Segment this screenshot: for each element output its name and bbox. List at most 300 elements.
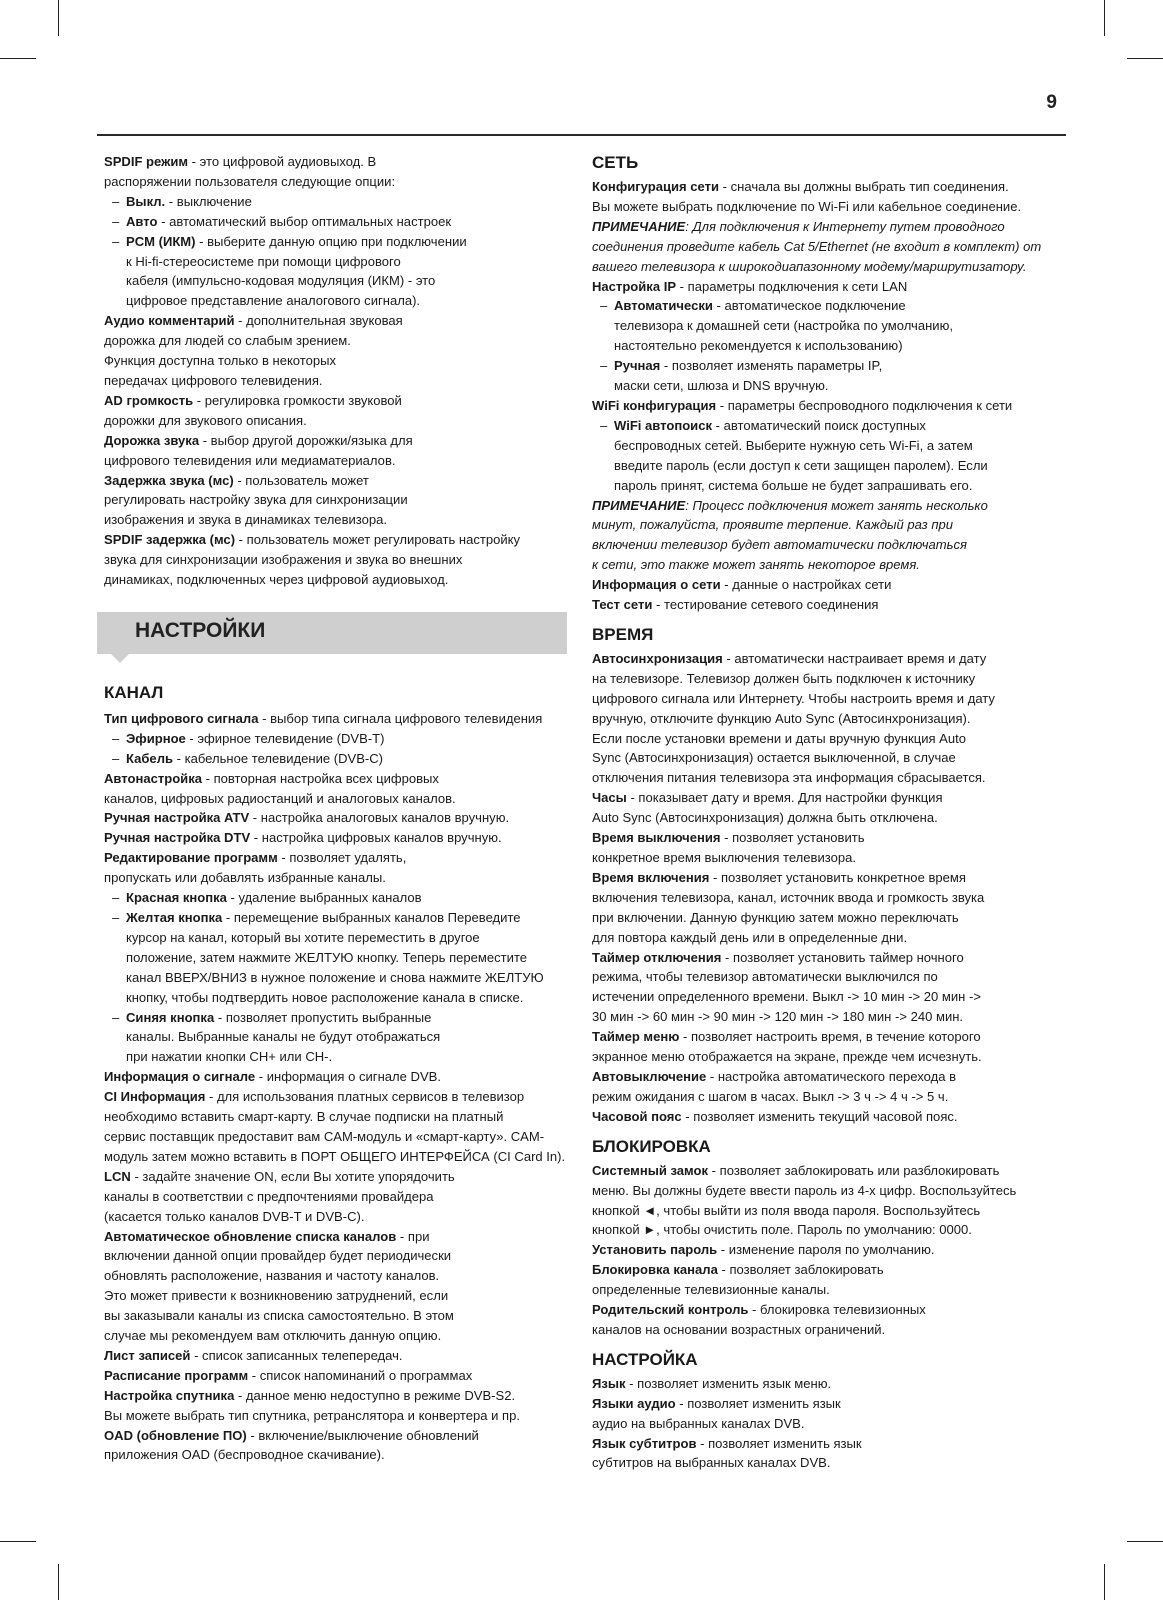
description-text: кнопкой ►, чтобы очистить поле. Пароль по умолчанию: 0000.: [592, 1222, 972, 1238]
description-text: - список напоминаний о программах: [248, 1367, 473, 1383]
bullet-dash: –: [112, 890, 120, 906]
text-line: [104, 172, 574, 192]
description-text: - настройка аналоговых каналов вручную.: [249, 810, 510, 826]
text-line: [592, 1220, 1062, 1240]
text-line: [592, 649, 1062, 669]
description-text: - блокировка телевизионных: [748, 1302, 926, 1318]
text-line: [592, 177, 1062, 197]
description-text: для повтора каждый день или в определенные дни.: [592, 929, 908, 945]
description-text: регулировать настройку звука для синхронизации: [104, 492, 408, 508]
description-text: - позволяет изменить язык меню.: [625, 1375, 832, 1391]
description-text: - включение/выключение обновлений: [246, 1427, 479, 1443]
description-text: субтитров на выбранных каналах DVB.: [592, 1455, 831, 1471]
description-text: - изменение пароля по умолчанию.: [717, 1242, 935, 1258]
description-text: - задайте значение ON, если Вы хотите упорядочить: [130, 1168, 455, 1184]
continuation-text: маски сети, шлюза и DNS вручную.: [614, 378, 829, 394]
text-line: [104, 828, 574, 848]
channel-settings-block: [104, 709, 574, 1465]
text-line: [104, 252, 574, 272]
term: Автоматическое обновление списка каналов: [104, 1228, 397, 1244]
description-text: экранное меню отображается на экране, прежде чем исчезнуть.: [592, 1049, 982, 1065]
text-line: [592, 768, 1062, 788]
description-text: - выбор типа сигнала цифрового телевидения: [258, 710, 543, 726]
text-line: [592, 296, 1062, 316]
term: Конфигурация сети: [592, 179, 720, 194]
lock-heading: БЛОКИРОВКА: [592, 1136, 711, 1156]
text-line: [104, 1107, 574, 1127]
text-line: [592, 515, 1062, 535]
description-text: каналов, цифровых радиостанций и аналоговых каналов.: [104, 790, 456, 806]
text-line: [104, 192, 574, 212]
text-line: [592, 336, 1062, 356]
description-text: - настройка цифровых каналов вручную.: [250, 830, 502, 846]
crop-mark-tr-v: [1104, 0, 1105, 36]
description-text: - позволяет установить таймер ночного: [721, 949, 964, 965]
header-rule: [97, 134, 1066, 136]
text-line: [104, 1366, 574, 1386]
description-text: - позволяет изменить язык: [675, 1395, 841, 1411]
text-line: [104, 729, 574, 749]
term: Ручная настройка DTV: [104, 830, 251, 846]
description-text: - позволяет заблокировать: [717, 1262, 884, 1278]
text-line: [592, 316, 1062, 336]
description-text: - позволяет установить: [720, 830, 865, 846]
text-line: [592, 1107, 1062, 1127]
lock-settings-block: [592, 1161, 1062, 1340]
description-text: - параметры беспроводного подключения к сети: [716, 397, 1013, 413]
description-text: - список записанных телепередач.: [190, 1347, 403, 1363]
description-text: - для использования платных сервисов в телевизор: [205, 1089, 525, 1105]
description-text: меню. Вы должны будете ввести пароль из 4-х цифр. Воспользуйтесь: [592, 1182, 1017, 1198]
term: Автоматически: [614, 298, 713, 314]
description-text: цифрового телевидения или медиаматериалов.: [104, 452, 396, 468]
bullet-dash: –: [112, 193, 120, 209]
text-line: [104, 1027, 574, 1047]
term: Кабель: [126, 750, 174, 766]
text-line: [104, 808, 574, 828]
text-line: [104, 988, 574, 1008]
continuation-text: настоятельно рекомендуется к использованию): [614, 338, 903, 354]
crop-mark-tl-h: [0, 58, 36, 59]
text-line: [104, 1047, 574, 1067]
bullet-dash: –: [112, 910, 120, 925]
description-text: - позволяет настроить время, в течение которого: [679, 1029, 981, 1045]
term: Время включения: [592, 869, 710, 885]
description-text: истечении определенного времени. Выкл -> 10 мин -> 20 мин ->: [592, 989, 981, 1005]
description-text: вручную, отключите функцию Auto Sync (Автосинхронизация).: [592, 710, 971, 726]
settings-banner: [97, 612, 567, 654]
text-line: [592, 868, 1062, 888]
term: Эфирное: [126, 730, 186, 746]
text-line: [592, 476, 1062, 496]
right-column: [592, 152, 1062, 1473]
description-text: - тестирование сетевого соединения: [652, 597, 879, 613]
description-text: - позволяет пропустить выбранные: [214, 1009, 432, 1025]
bullet-dash: –: [112, 233, 120, 249]
term: Родительский контроль: [592, 1302, 749, 1318]
continuation-text: беспроводных сетей. Выберите нужную сеть Wi-Fi, а затем: [614, 437, 973, 453]
text-line: [104, 1306, 574, 1326]
description-text: - позволяет изменить язык: [696, 1435, 862, 1451]
text-line: [104, 1406, 574, 1426]
text-line: [592, 729, 1062, 749]
text-line: [104, 1067, 574, 1087]
text-line: [592, 436, 1062, 456]
description-text: - кабельное телевидение (DVB-C): [173, 750, 384, 766]
text-line: [104, 271, 574, 291]
description-text: - эфирное телевидение (DVB-T): [185, 730, 385, 746]
description-text: - автоматический выбор оптимальных настроек: [157, 213, 452, 229]
description-text: - сначала вы должны выбрать тип соединения.: [719, 179, 1009, 194]
continuation-text: курсор на канал, который вы хотите переместить в другое: [126, 929, 480, 945]
text-line: [104, 510, 574, 530]
description-text: каналы в соответствии с предпочтениями провайдера: [104, 1188, 434, 1204]
description-text: режим ожидания с шагом в часах. Выкл -> 3 ч -> 4 ч -> 5 ч.: [592, 1088, 949, 1104]
text-line: [592, 1201, 1062, 1221]
continuation-text: канал ВВЕРХ/ВНИЗ в нужное положение и снова нажмите ЖЕЛТУЮ: [126, 969, 544, 985]
description-text: - позволяет установить конкретное время: [709, 869, 966, 885]
note-text: включении телевизор будет автоматически подключаться: [592, 537, 967, 553]
text-line: [592, 1414, 1062, 1434]
description-text: - повторная настройка всех цифровых: [202, 770, 439, 786]
description-text: - выключение: [165, 193, 252, 209]
note-text: к сети, это также может занять некоторое время.: [592, 557, 920, 573]
description-text: - данное меню недоступно в режиме DVB-S2.: [234, 1387, 516, 1403]
description-text: каналов на основании возрастных ограничений.: [592, 1321, 886, 1337]
text-line: [592, 277, 1062, 297]
term: WiFi автопоиск: [614, 417, 712, 433]
text-line: [592, 376, 1062, 396]
description-text: конкретное время выключения телевизора.: [592, 850, 857, 865]
description-text: Если после установки времени и даты вручную функция Auto: [592, 730, 967, 746]
continuation-text: каналы. Выбранные каналы не будут отображаться: [126, 1029, 441, 1045]
description-text: пропускать или добавлять избранные каналы.: [104, 870, 386, 886]
term: Лист записей: [104, 1347, 191, 1363]
text-line: [104, 232, 574, 252]
text-line: [104, 152, 574, 172]
description-text: - автоматически настраивает время и дату: [722, 650, 987, 666]
text-line: [104, 391, 574, 411]
text-line: [104, 291, 574, 311]
description-text: - перемещение выбранных каналов Переведите: [222, 910, 521, 925]
text-line: [104, 1227, 574, 1247]
text-line: [592, 535, 1062, 555]
bullet-dash: –: [600, 358, 608, 374]
term: Автосинхронизация: [592, 650, 723, 666]
term: Ручная: [614, 358, 661, 374]
description-text: - данные о настройках сети: [720, 577, 892, 593]
term: Автонастройка: [104, 770, 202, 786]
text-line: [592, 1067, 1062, 1087]
text-line: [592, 1161, 1062, 1181]
text-line: [592, 1374, 1062, 1394]
text-line: [592, 848, 1062, 868]
text-line: [104, 928, 574, 948]
network-settings-block: [592, 177, 1062, 615]
note-text: вашего телевизора к широкодиапазонному модему/маршрутизатору.: [592, 258, 1027, 274]
text-line: [104, 371, 574, 391]
term: Тип цифрового сигнала: [104, 710, 259, 726]
text-line: [104, 1087, 574, 1107]
text-line: [592, 948, 1062, 968]
text-line: [104, 1127, 574, 1147]
text-line: [104, 331, 574, 351]
term: Тест сети: [592, 597, 653, 613]
network-heading: СЕТЬ: [592, 153, 639, 172]
time-heading: ВРЕМЯ: [592, 624, 654, 644]
text-line: [592, 788, 1062, 808]
description-text: - дополнительная звуковая: [234, 313, 403, 329]
text-line: [592, 1007, 1062, 1027]
continuation-text: кабеля (импульсно-кодовая модуляция (ИКМ) - это: [126, 273, 436, 289]
note-text: : Для подключения к Интернету путем проводного: [685, 218, 1005, 234]
note-label: ПРИМЕЧАНИЕ: [592, 218, 686, 234]
setup-settings-block: [592, 1374, 1062, 1474]
crop-mark-br-v: [1104, 1564, 1105, 1600]
text-line: [104, 550, 574, 570]
description-text: - позволяет удалять,: [277, 850, 407, 866]
description-text: режима, чтобы телевизор автоматически выключился по: [592, 969, 938, 985]
continuation-text: положение, затем нажмите ЖЕЛТУЮ кнопку. Теперь переместите: [126, 949, 528, 965]
text-line: [592, 197, 1062, 217]
text-line: [592, 1047, 1062, 1067]
text-line: [104, 1167, 574, 1187]
description-text: - автоматическое подключение: [712, 298, 906, 314]
text-line: [592, 356, 1062, 376]
text-line: [104, 1187, 574, 1207]
text-line: [104, 311, 574, 331]
description-text: модуль затем можно вставить в ПОРТ ОБЩЕГО ИНТЕРФЕЙСА (CI Card In).: [104, 1148, 566, 1164]
text-line: [592, 808, 1062, 828]
banner-notch: [111, 654, 129, 663]
term: Желтая кнопка: [126, 910, 223, 925]
text-line: [104, 749, 574, 769]
description-text: случае мы рекомендуем вам отключить данную опцию.: [104, 1328, 442, 1344]
term: Ручная настройка ATV: [104, 810, 250, 826]
description-text: (касается только каналов DVB-T и DVB-C).: [104, 1208, 365, 1224]
text-line: [592, 1027, 1062, 1047]
text-line: [592, 748, 1062, 768]
term: Авто: [126, 213, 158, 229]
text-line: [592, 257, 1062, 277]
description-text: дорожки для звукового описания.: [104, 412, 307, 428]
text-line: [104, 351, 574, 371]
term: Настройка IP: [592, 278, 677, 294]
text-line: [592, 217, 1062, 237]
text-line: [592, 555, 1062, 575]
crop-mark-bl-h: [0, 1541, 36, 1542]
term: AD громкость: [104, 392, 194, 408]
text-line: [592, 496, 1062, 516]
crop-mark-br-h: [1127, 1541, 1163, 1542]
term: Таймер отключения: [592, 949, 722, 965]
text-line: [104, 1008, 574, 1028]
term: Таймер меню: [592, 1029, 680, 1045]
settings-banner-title: НАСТРОЙКИ: [135, 618, 266, 642]
description-text: Auto Sync (Автосинхронизация) должна быть отключена.: [592, 810, 938, 826]
term: Информация о сигнале: [104, 1069, 256, 1085]
description-text: Вы можете выбрать тип спутника, ретранслятора и конвертера и пр.: [104, 1407, 520, 1423]
description-text: звука для синхронизации изображения и звука во внешних: [104, 552, 463, 568]
text-line: [104, 848, 574, 868]
term: Редактирование программ: [104, 850, 278, 866]
description-text: Это может привести к возникновению затруднений, если: [104, 1288, 449, 1304]
crop-mark-tl-v: [58, 0, 59, 36]
text-line: [592, 908, 1062, 928]
description-text: вы заказывали каналы из списка самостоятельно. В этом: [104, 1308, 454, 1324]
description-text: при включении. Данную функцию затем можно переключать: [592, 909, 959, 925]
bullet-dash: –: [600, 298, 608, 314]
description-text: - удаление выбранных каналов: [226, 890, 422, 906]
term: Задержка звука (мс): [104, 472, 234, 488]
text-line: [592, 1181, 1062, 1201]
text-line: [104, 530, 574, 550]
term: Установить пароль: [592, 1242, 718, 1258]
continuation-text: пароль принят, система больше не будет запрашивать его.: [614, 477, 973, 493]
channel-heading: КАНАЛ: [104, 682, 164, 702]
bullet-dash: –: [600, 417, 608, 433]
description-text: цифрового сигнала или Интернету. Чтобы настроить время и дату: [592, 690, 995, 706]
continuation-text: введите пароль (если доступ к сети защищен паролем). Если: [614, 457, 988, 473]
continuation-text: телевизора к домашней сети (настройка по умолчанию,: [614, 318, 953, 334]
text-line: [104, 888, 574, 908]
term: LCN: [104, 1168, 131, 1184]
description-text: - это цифровой аудиовыход. В: [188, 154, 377, 169]
text-line: [592, 1434, 1062, 1454]
text-line: [104, 451, 574, 471]
bullet-dash: –: [112, 1009, 120, 1025]
term: Язык субтитров: [592, 1435, 697, 1451]
description-text: - автоматический поиск доступных: [712, 417, 926, 433]
term: CI Информация: [104, 1089, 206, 1105]
text-line: [104, 968, 574, 988]
term: PCM (ИКМ): [126, 233, 196, 249]
description-text: - регулировка громкости звуковой: [193, 392, 402, 408]
description-text: динамиках, подключенных через цифровой аудиовыход.: [104, 572, 449, 588]
description-text: - настройка автоматического перехода в: [706, 1068, 957, 1084]
text-line: [592, 888, 1062, 908]
text-line: [104, 1286, 574, 1306]
text-line: [592, 1260, 1062, 1280]
term: SPDIF режим: [104, 154, 189, 169]
text-line: [592, 928, 1062, 948]
text-line: [104, 1326, 574, 1346]
text-line: [592, 416, 1062, 436]
continuation-text: кнопку, чтобы подтвердить новое расположение канала в списке.: [126, 989, 524, 1005]
text-line: [104, 868, 574, 888]
text-line: [104, 1386, 574, 1406]
crop-mark-bl-v: [58, 1564, 59, 1600]
description-text: - выбор другой дорожки/языка для: [199, 432, 413, 448]
text-line: [592, 1394, 1062, 1414]
text-line: [592, 396, 1062, 416]
description-text: отключения питания телевизора эта информация сбрасывается.: [592, 770, 986, 786]
audio-settings-block: [104, 152, 574, 590]
description-text: на телевизоре. Телевизор должен быть подключен к источнику: [592, 670, 976, 686]
bullet-dash: –: [112, 730, 120, 746]
description-text: - параметры подключения к сети LAN: [676, 278, 908, 294]
description-text: необходимо вставить смарт-карту. В случае подписки на платный: [104, 1109, 504, 1125]
term: Настройка спутника: [104, 1387, 235, 1403]
text-line: [104, 948, 574, 968]
description-text: - позволяет изменять параметры IP,: [660, 358, 883, 374]
description-text: - позволяет заблокировать или разблокировать: [708, 1162, 1000, 1178]
description-text: Вы можете выбрать подключение по Wi-Fi или кабельное соединение.: [592, 198, 1022, 214]
term: Выкл.: [126, 193, 166, 209]
term: Автовыключение: [592, 1068, 707, 1084]
text-line: [104, 471, 574, 491]
text-line: [104, 490, 574, 510]
text-line: [104, 411, 574, 431]
text-line: [104, 570, 574, 590]
bullet-dash: –: [112, 750, 120, 766]
description-text: аудио на выбранных каналах DVB.: [592, 1415, 805, 1431]
description-text: передачах цифрового телевидения.: [104, 372, 323, 388]
term: Информация о сети: [592, 577, 721, 593]
text-line: [592, 709, 1062, 729]
description-text: Sync (Автосинхронизация) остается выключенной, в случае: [592, 750, 956, 766]
text-line: [592, 1320, 1062, 1340]
text-line: [592, 1453, 1062, 1473]
text-line: [104, 769, 574, 789]
text-line: [592, 1087, 1062, 1107]
description-text: обновлять расположение, названия и частоту каналов.: [104, 1268, 440, 1284]
text-line: [104, 709, 574, 729]
text-line: [592, 1280, 1062, 1300]
description-text: включении данной опции провайдер будет периодически: [104, 1248, 452, 1264]
term: Дорожка звука: [104, 432, 200, 448]
term: Язык: [592, 1375, 626, 1391]
term: Системный замок: [592, 1162, 709, 1178]
description-text: - пользователь может: [233, 472, 369, 488]
term: SPDIF задержка (мс): [104, 532, 236, 548]
term: Часовой пояс: [592, 1108, 682, 1124]
text-line: [104, 908, 574, 928]
text-line: [104, 1147, 574, 1167]
text-line: [592, 987, 1062, 1007]
text-line: [104, 1246, 574, 1266]
left-column: [104, 152, 574, 1465]
description-text: Функция доступна только в некоторых: [104, 353, 337, 369]
description-text: распоряжении пользователя следующие опции:: [104, 173, 396, 189]
text-line: [592, 828, 1062, 848]
description-text: 30 мин -> 60 мин -> 90 мин -> 120 мин -> 180 мин -> 240 мин.: [592, 1009, 964, 1025]
term: Время выключения: [592, 830, 721, 846]
text-line: [104, 1207, 574, 1227]
text-line: [104, 431, 574, 451]
text-line: [592, 1240, 1062, 1260]
note-text: минут, пожалуйста, проявите терпение. Каждый раз при: [592, 517, 954, 533]
text-line: [592, 575, 1062, 595]
note-label: ПРИМЕЧАНИЕ: [592, 497, 686, 513]
term: Часы: [592, 790, 627, 806]
text-line: [104, 789, 574, 809]
term: Расписание программ: [104, 1367, 249, 1383]
continuation-text: к Hi-fi-стереосистеме при помощи цифрового: [126, 253, 401, 269]
note-text: : Процесс подключения может занять несколько: [685, 497, 988, 513]
term: Синяя кнопка: [126, 1009, 215, 1025]
description-text: дорожка для людей со слабым зрением.: [104, 333, 351, 349]
description-text: сервис поставщик предоставит вам CAM-модуль и «смарт-карту». CAM-: [104, 1128, 545, 1144]
bullet-dash: –: [112, 213, 120, 229]
time-settings-block: [592, 649, 1062, 1127]
text-line: [104, 1445, 574, 1465]
text-line: [104, 1266, 574, 1286]
text-line: [592, 237, 1062, 257]
description-text: включения телевизора, канал, источник ввода и громкость звука: [592, 889, 985, 905]
description-text: изображения и звука в динамиках телевизора.: [104, 512, 388, 528]
description-text: - информация о сигнале DVB.: [255, 1069, 441, 1085]
